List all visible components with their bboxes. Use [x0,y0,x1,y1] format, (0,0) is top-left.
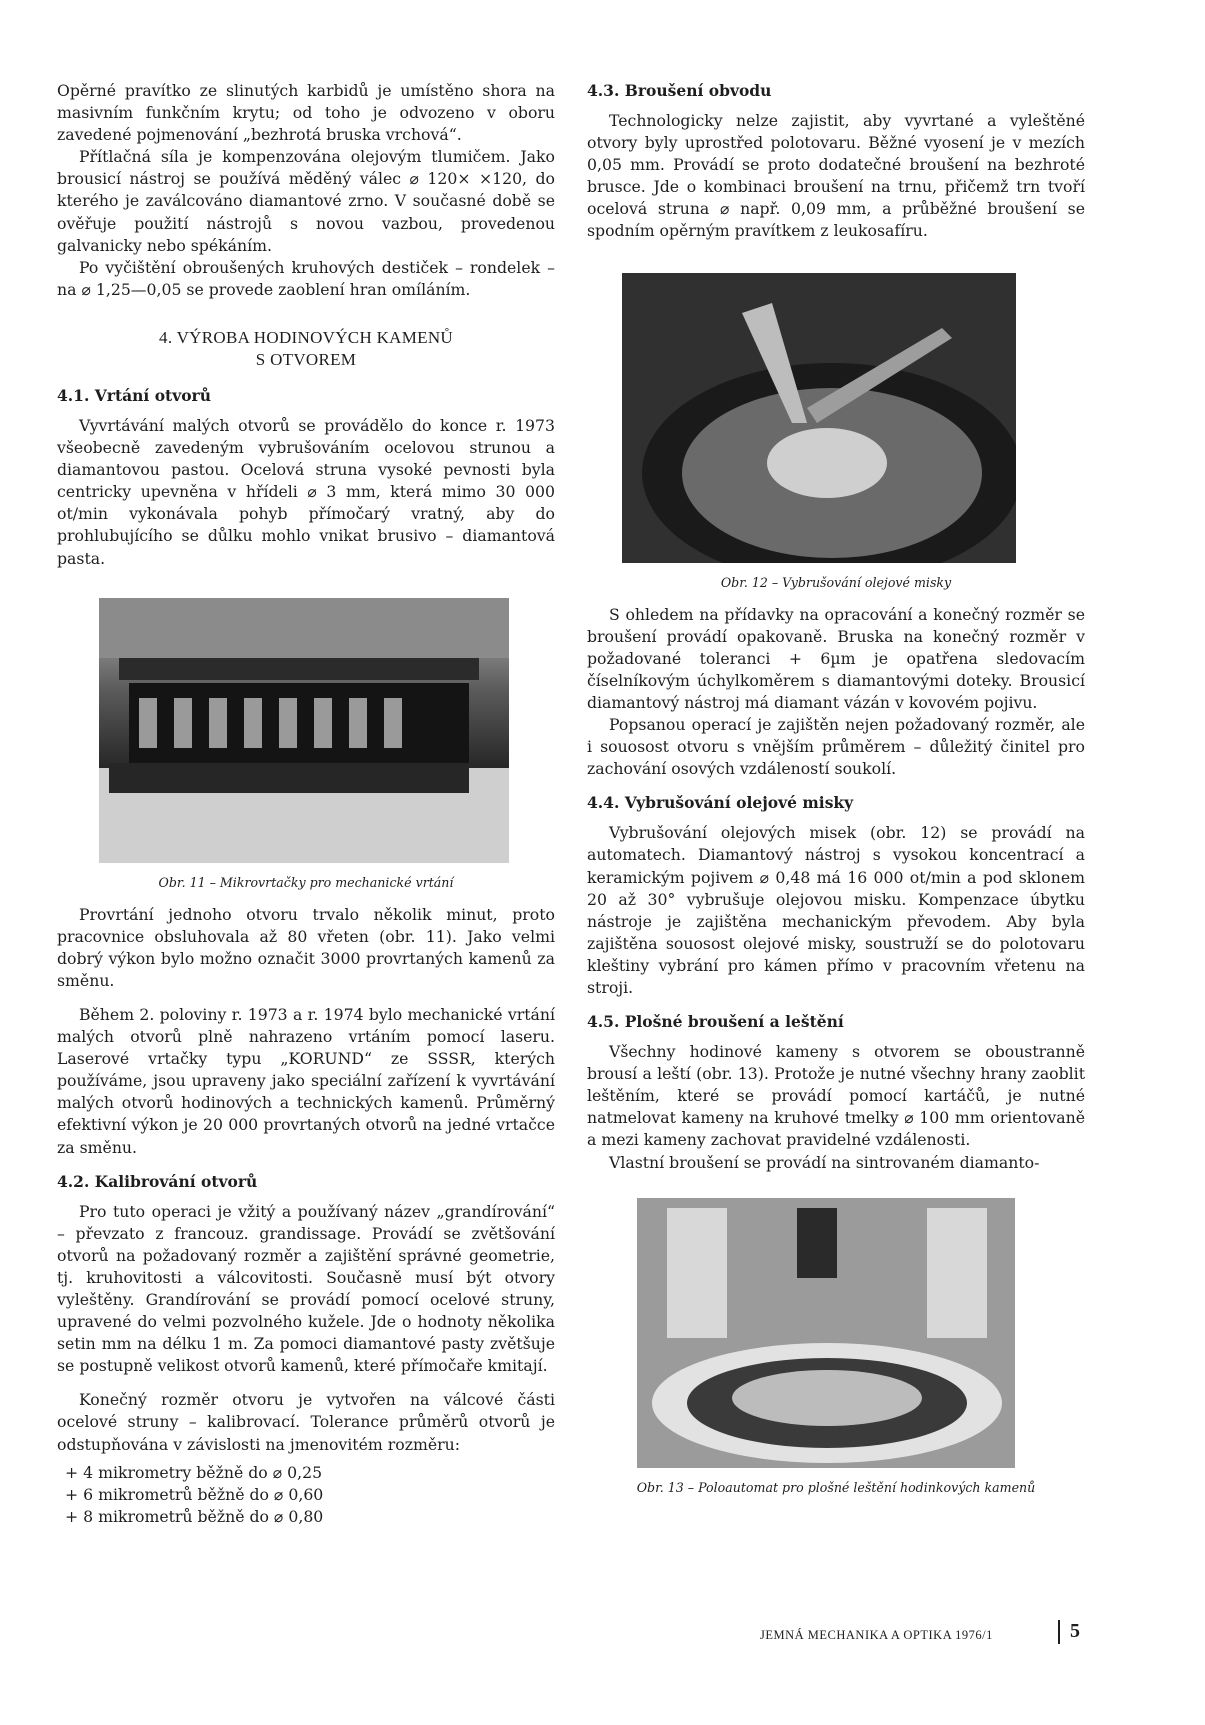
paragraph: Během 2. poloviny r. 1973 a r. 1974 bylo mechanické vrtání malých otvorů plně nahrazeno vrtáním pomocí laseru. Laserové vrtačky typu „KORUND“ ze SSSR, kterých používáme, jsou upraveny jako speciální zařízení k vyvrtávání malých otvorů hodinových a technických kamenů. Průměrný efektivní výkon je 20 000 provrtaných otvorů na jedné vrtačce za směnu. [57,1004,555,1157]
figure-11-photo [99,598,509,863]
paragraph: Opěrné pravítko ze slinutých karbidů je umístěno shora na masivním funkčním krytu; od toho je odvozeno v oboru zavedené pojmenování „bezhrotá bruska vrchová“. [57,81,555,145]
tolerance-list [57,1462,555,1528]
paragraph: Všechny hodinové kameny s otvorem se oboustranně brousí a leští (obr. 13). Protože je nutné všechny hrany zaoblit leštěním, které se provádí pomocí kartáčů, je nutné natmelovat kameny na kruhové tmelky ⌀ 100 mm orientovaně a mezi kameny zachovat pravidelné vzdálenosti. [587,1042,1085,1150]
paragraph: Vyvrtávání malých otvorů se provádělo do konce r. 1973 všeobecně zavedeným vybrušováním ocelovou strunou a diamantovou pastou. Ocelová struna vysoké pevnosti byla centricky upevněna v hřídeli ⌀ 3 mm, která mimo 30 000 ot/min vykonávala pohyb přímočarý vratný, aby do prohlubujícího se důlku mohlo vnikat brusivo – diamantová pasta. [57,415,555,568]
paragraph: S ohledem na přídavky na opracování a konečný rozměr se broušení provádí opakovaně. Bruska na konečný rozměr v požadované toleranci + 6µm je opatřena sledovacím číselníkovým úchylkoměrem s diamantovými doteky. Brousicí diamantový nástroj má diamant vázán v kovovém pojivu. [587,604,1085,712]
paragraph: Popsanou operací je zajištěn nejen požadovaný rozměr, ale i souosost otvoru s vnějším průměrem – důležitý činitel pro zachování osových vzdáleností soukolí. [587,715,1085,779]
figure-12-caption: Obr. 12 – Vybrušování olejové misky [720,574,952,590]
paragraph: Vybrušování olejových misek (obr. 12) se provádí na automatech. Diamantový nástroj s vysokou koncentrací a keramickým pojivem ⌀ 0,48 má 16 000 ot/min a pod sklonem 20 až 30° vybrušuje olejovou misku. Kompenzace úbytku nástroje je zajištěna mechanickým převodem. Aby byla zajištěna souosost olejové misky, soustruží se do polotovaru kleštiny vybrání pro kámen přímo v pracovním vřetenu na stroji. [587,823,1085,997]
figure-13-caption: Obr. 13 – Poloautomat pro plošné leštění hodinkových kamenů [636,1479,1036,1495]
subsection-heading: 4.2. Kalibrování otvorů [57,1171,258,1191]
list-item: + 8 mikrometrů běžně do ⌀ 0,80 [65,1506,324,1526]
paragraph: Vlastní broušení se provádí na sintrovaném diamanto- [609,1152,1040,1172]
subsection-heading: 4.3. Broušení obvodu [587,81,772,100]
page-number-divider [1058,1620,1060,1644]
figure-11-caption: Obr. 11 – Mikrovrtačky pro mechanické vrtání [158,874,454,890]
grinding-illustration [622,273,1016,563]
list-item: + 4 mikrometry běžně do ⌀ 0,25 [65,1462,323,1482]
subsection-heading: 4.4. Vybrušování olejové misky [587,793,854,813]
subsection-heading: 4.1. Vrtání otvorů [57,385,211,405]
paragraph: Přítlačná síla je kompenzována olejovým tlumičem. Jako brousicí nástroj se používá měděný válec ⌀ 120× ×120, do kterého je zaválcováno diamantové zrno. V současné době se ověřuje použití nástrojů s novou vazbou, provedenou galvanicky nebo spékáním. [57,147,555,255]
paragraph: Provrtání jednoho otvoru trvalo několik minut, proto pracovnice obsluhovala až 80 vřeten (obr. 11). Jako velmi dobrý výkon bylo možno označit 3000 provrtaných kamenů za směnu. [57,904,555,990]
section-heading-4: 4. VÝROBA HODINOVÝCH KAMENŮ S OTVOREM [159,327,453,369]
paragraph: Konečný rozměr otvoru je vytvořen na válcové části ocelové struny – kalibrovací. Tolerance průměrů otvorů je odstupňována v závislosti na jmenovitém rozměru: [57,1390,555,1454]
paragraph: Po vyčištění obroušených kruhových destiček – rondelek – na ⌀ 1,25—0,05 se provede zaoblení hran omíláním. [57,257,555,299]
paragraph: Technologicky nelze zajistit, aby vyvrtané a vyleštěné otvory byly uprostřed polotovaru. Běžné vyosení je v mezích 0,05 mm. Provádí se proto dodatečné broušení na bezhroté brusce. Jde o kombinaci broušení na trnu, přičemž trn tvoří ocelová struna ⌀ např. 0,09 mm, a průběžné broušení se spodním opěrným pravítkem z leukosafíru. [587,111,1085,241]
list-item: + 6 mikrometrů běžně do ⌀ 0,60 [65,1484,324,1504]
page-number: 5 [1070,1620,1080,1642]
left-column [57,80,555,1528]
paragraph: Pro tuto operaci je vžitý a používaný název „grandírování“ – převzato z francouz. grandissage. Provádí se zvětšování otvorů na požadovaný rozměr a zajištění správné geometrie, tj. kruhovitosti a válcovitosti. Současně musí být otvory vyleštěny. Grandírování se provádí pomocí ocelové struny, upravené do velmi pozvolného kuželе. Jde o hodnoty několika setin mm na délku 1 m. Za pomoci diamantové pasty zvětšuje se postupně velikost otvorů kamenů, které přímočaře kmitají. [57,1201,555,1376]
right-column [587,80,1085,1509]
figure-12-photo [622,273,1016,563]
journal-footer: JEMNÁ MECHANIKA A OPTIKA 1976/1 [760,1628,993,1642]
polishing-machine-illustration [637,1198,1015,1468]
machine-illustration [99,598,509,863]
figure-13-photo [637,1198,1015,1468]
subsection-heading: 4.5. Plošné broušení a leštění [587,1012,844,1032]
